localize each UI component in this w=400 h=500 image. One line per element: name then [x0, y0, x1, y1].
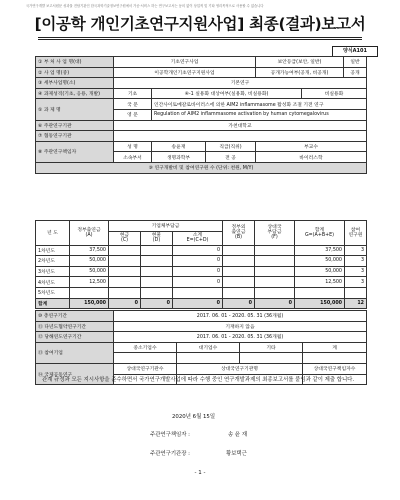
pi-signature-name: 송 윤 재	[228, 432, 248, 438]
value: 인간사이토메갈로바이러스에 의한 AIM2 inflammasome 활성화 조절 기전 연구	[152, 99, 367, 110]
row-title-korean	[36, 99, 367, 110]
header-staff: 참여 연구원	[345, 221, 367, 246]
budget-row	[36, 245, 367, 256]
label: ⑩ 총연구기간	[36, 311, 114, 322]
value: 가천대학교	[114, 120, 367, 131]
label: ⑭ 국제공동연구	[36, 363, 114, 384]
project-info-table	[35, 56, 367, 174]
header: 대기업수	[177, 342, 240, 353]
copyright-notice: 국가연구개발 보고서원문 성과물 전담기관인 한국과학기술정보연구원에서 가공·서비스 하는 연구보고서는 동의 없이 상업적 및 기타 영리목적으로 사용할 수 없습니다	[26, 4, 264, 8]
year: 3차년도	[36, 266, 70, 277]
value: 기본연구	[114, 78, 367, 89]
sum: 37,500	[295, 245, 345, 256]
year: 5차년도	[36, 287, 70, 298]
value: 2017. 06. 01 - 2020. 05. 31 (36개월)	[114, 332, 367, 343]
row-budget-title	[36, 162, 367, 173]
value: 생명과학부	[152, 152, 206, 163]
label: ⑫ 당해연도연구기간	[36, 332, 114, 343]
tag: 영 문	[114, 109, 152, 120]
header-corp: 기업체부담금	[109, 221, 223, 232]
header-gov: 정부출연금 (A)	[70, 221, 109, 246]
header: 보안등급(보안, 일반)	[256, 57, 344, 68]
row-pi-1	[36, 141, 367, 152]
year: 1차년도	[36, 245, 70, 256]
gov: 12,500	[70, 277, 109, 288]
value: 기초	[114, 88, 152, 99]
tag: 국 문	[114, 99, 152, 110]
staff: 3	[345, 245, 367, 256]
head-signature-label: 주관연구기관장 :	[150, 451, 190, 457]
row-multi-year-period	[36, 321, 367, 332]
year: 2차년도	[36, 256, 70, 267]
report-title: [이공학 개인기초연구지원사업] 최종(결과)보고서	[34, 15, 366, 33]
header-local: 정부외 출연금 (B)	[223, 221, 255, 246]
value: 기재하지 않음	[114, 321, 367, 332]
label: ⑪ 다년도협약연구기간	[36, 321, 114, 332]
row-cooperating-institution	[36, 131, 367, 142]
subtotal: 0	[173, 245, 223, 256]
staff: 12	[345, 298, 367, 309]
row-intl-header	[36, 363, 367, 374]
subtotal: 0	[173, 256, 223, 267]
header: 상대국연구기관수	[114, 363, 177, 374]
label: ④ 과제성격(기초, 응용, 개발)	[36, 88, 114, 99]
budget-row	[36, 256, 367, 267]
period-table	[35, 310, 367, 385]
value: 일반	[344, 57, 367, 68]
local: 0	[223, 298, 255, 309]
label: ⑤ 과 제 명	[36, 99, 114, 120]
header-kind: 현물 (D)	[141, 231, 173, 245]
header-other: 상대국 부담금 (F)	[255, 221, 295, 246]
row-lead-institution	[36, 120, 367, 131]
value: 부교수	[256, 141, 367, 152]
staff: 3	[345, 266, 367, 277]
gov: 150,000	[70, 298, 109, 309]
staff	[345, 287, 367, 298]
row-sub-program	[36, 78, 367, 89]
subtotal: 0	[173, 266, 223, 277]
row-current-year-period	[36, 332, 367, 343]
label: ② 사 업 명(중)	[36, 67, 114, 78]
budget-row	[36, 266, 367, 277]
header-cash: 현금 (C)	[109, 231, 141, 245]
page-number: - 1 -	[194, 470, 206, 476]
label: ⑬ 참여기업	[36, 342, 114, 363]
form-number: 양식A101	[332, 46, 378, 57]
value: 바이러스학	[256, 152, 367, 163]
gov: 50,000	[70, 266, 109, 277]
budget-row	[36, 277, 367, 288]
budget-header-1	[36, 221, 367, 232]
cash: 0	[109, 298, 141, 309]
value: 송윤재	[152, 141, 206, 152]
header: 소속부서	[114, 152, 152, 163]
gov	[70, 287, 109, 298]
subtotal: 0	[173, 277, 223, 288]
label: ⑥ 주관연구기관	[36, 120, 114, 131]
header-sum: 합계 G=(A+B+E)	[295, 221, 345, 246]
row-program	[36, 67, 367, 78]
year: 4차년도	[36, 277, 70, 288]
gov: 50,000	[70, 256, 109, 267]
value: 이공학개인기초연구지원사업	[114, 67, 256, 78]
sum	[295, 287, 345, 298]
budget-row	[36, 287, 367, 298]
year: 합계	[36, 298, 70, 309]
row-project-type	[36, 88, 367, 99]
value: Regulation of AIM2 inflammasome activation by human cytomegalovirus	[152, 109, 367, 120]
kind: 0	[141, 298, 173, 309]
header-subtotal: 소계 E=(C+D)	[173, 231, 223, 245]
header: 상대국연구책임자수	[303, 363, 367, 374]
row-ministry-program	[36, 57, 367, 68]
gov: 37,500	[70, 245, 109, 256]
pi-signature-label: 주관연구책임자 :	[150, 432, 190, 438]
header: 상대국연구기관명	[177, 363, 303, 374]
title-underline	[38, 37, 362, 38]
staff: 3	[345, 277, 367, 288]
budget-table	[35, 220, 367, 309]
staff: 3	[345, 256, 367, 267]
label: ① 부 처 사 업 명(대)	[36, 57, 114, 68]
section-title: ⑨ 연구개발비 및 참여연구원 수 (단위: 천원, M/Y)	[36, 162, 367, 173]
subtotal: 0	[173, 298, 223, 309]
header: ④-1 실용화 대상여부(실용화, 비실용화)	[152, 88, 302, 99]
value	[114, 131, 367, 142]
value: 기초연구사업	[114, 57, 256, 68]
subtotal	[173, 287, 223, 298]
header: 기타	[240, 342, 303, 353]
other: 0	[255, 298, 295, 309]
value: 2017. 06. 01 - 2020. 05. 31 (36개월)	[114, 311, 367, 322]
sum: 50,000	[295, 266, 345, 277]
submission-date: 2020년 6월 15일	[172, 414, 216, 420]
header: 직급(직위)	[206, 141, 256, 152]
value: 공개	[344, 67, 367, 78]
title-underline-2	[38, 39, 362, 40]
budget-total-row	[36, 298, 367, 309]
label: ⑦ 협동연구기관	[36, 131, 114, 142]
submission-statement: 관계 규정과 모든 지시사항을 준수하면서 국가연구개발사업에 따라 수행 중인 연구개발과제의 최종보고서를 붙임과 같이 제출 합니다.	[42, 377, 355, 383]
row-companies-header	[36, 342, 367, 353]
row-total-period	[36, 311, 367, 322]
label: ③ 세부사업명(소)	[36, 78, 114, 89]
header: 전 공	[206, 152, 256, 163]
value: 비실용화	[302, 88, 367, 99]
header: 계	[303, 342, 367, 353]
head-signature-name: 황보택근	[226, 451, 247, 457]
label: ⑧ 주관연구책임자	[36, 141, 114, 162]
header: 성 명	[114, 141, 152, 152]
sum: 150,000	[295, 298, 345, 309]
header: 공개가능여부(공개, 비공개)	[256, 67, 344, 78]
header-year: 년 도	[36, 221, 70, 246]
sum: 12,500	[295, 277, 345, 288]
header: 중소기업수	[114, 342, 177, 353]
sum: 50,000	[295, 256, 345, 267]
